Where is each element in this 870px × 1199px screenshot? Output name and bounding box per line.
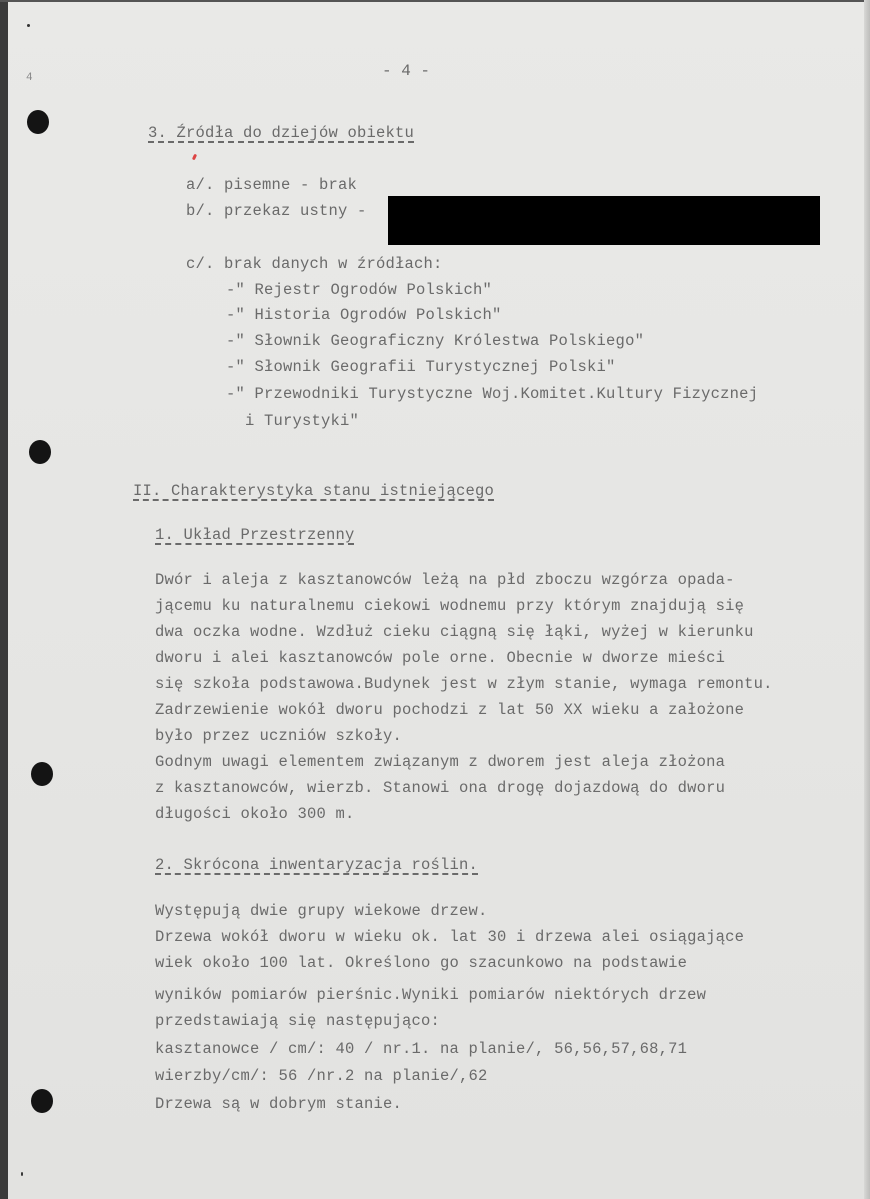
source-item-c: c/. brak danych w źródłach:	[186, 255, 443, 273]
measurement-line: kasztanowce / cm/: 40 / nr.1. na planie/, 56,56,57,68,71	[155, 1040, 688, 1058]
speck	[21, 1172, 23, 1176]
source-list-item: -" Słownik Geografii Turystycznej Polski"	[226, 358, 616, 376]
paragraph-line: długości około 300 m.	[155, 805, 355, 823]
paragraph-line: jącemu ku naturalnemu ciekowi wodnemu przy którym znajdują się	[155, 597, 745, 615]
paragraph-line: Występują dwie grupy wiekowe drzew.	[155, 902, 488, 920]
paragraph-line: Dwór i aleja z kasztanowców leżą na płd zboczu wzgórza opada-	[155, 571, 735, 589]
source-item-a: a/. pisemne - brak	[186, 176, 358, 194]
paragraph-line: wiek około 100 lat. Określono go szacunkowo na podstawie	[155, 954, 688, 972]
scan-top-edge	[0, 0, 870, 2]
subsection-1-heading: 1. Układ Przestrzenny	[155, 526, 355, 544]
source-list-item: -" Rejestr Ogrodów Polskich"	[226, 281, 493, 299]
paragraph-line: dwa oczka wodne. Wzdłuż cieku ciągną się łąki, wyżej w kierunku	[155, 623, 754, 641]
margin-note: 4	[26, 72, 33, 84]
paragraph-line: Zadrzewienie wokół dworu pochodzi z lat 50 XX wieku a założone	[155, 701, 745, 719]
punch-hole	[31, 1089, 53, 1113]
paragraph-line: było przez uczniów szkoły.	[155, 727, 403, 745]
scan-right-edge	[864, 0, 870, 1199]
scan-left-edge	[0, 0, 8, 1199]
paragraph-line: Godnym uwagi elementem związanym z dworem jest aleja złożona	[155, 753, 726, 771]
punch-hole	[29, 440, 51, 464]
source-list-item: -" Słownik Geograficzny Królestwa Polskiego"	[226, 332, 645, 350]
redaction-box	[388, 196, 820, 245]
paragraph-line: dworu i alei kasztanowców pole orne. Obecnie w dworze mieści	[155, 649, 726, 667]
source-list-item: -" Historia Ogrodów Polskich"	[226, 306, 502, 324]
paragraph-line: przedstawiają się następująco:	[155, 1012, 441, 1030]
punch-hole	[31, 762, 53, 786]
paragraph-line: się szkoła podstawowa.Budynek jest w złym stanie, wymaga remontu.	[155, 675, 773, 693]
subsection-2-heading: 2. Skrócona inwentaryzacja roślin.	[155, 856, 479, 874]
speck	[27, 24, 30, 27]
paragraph-line: wyników pomiarów pierśnic.Wyniki pomiarów niektórych drzew	[155, 986, 707, 1004]
paragraph-line: Drzewa wokół dworu w wieku ok. lat 30 i drzewa alei osiągające	[155, 928, 745, 946]
paragraph-line: z kasztanowców, wierzb. Stanowi ona drogę dojazdową do dworu	[155, 779, 726, 797]
paragraph-line: Drzewa są w dobrym stanie.	[155, 1095, 403, 1113]
source-list-item: -" Przewodniki Turystyczne Woj.Komitet.Kultury Fizycznej	[226, 385, 759, 403]
page-number: - 4 -	[382, 62, 431, 80]
section-3-heading: 3. Źródła do dziejów obiektu	[148, 124, 415, 142]
measurement-line: wierzby/cm/: 56 /nr.2 na planie/,62	[155, 1067, 488, 1085]
section-II-heading: II. Charakterystyka stanu istniejącego	[133, 482, 495, 500]
source-list-item: i Turystyki"	[226, 412, 360, 430]
source-item-b: b/. przekaz ustny -	[186, 202, 367, 220]
punch-hole	[27, 110, 49, 134]
